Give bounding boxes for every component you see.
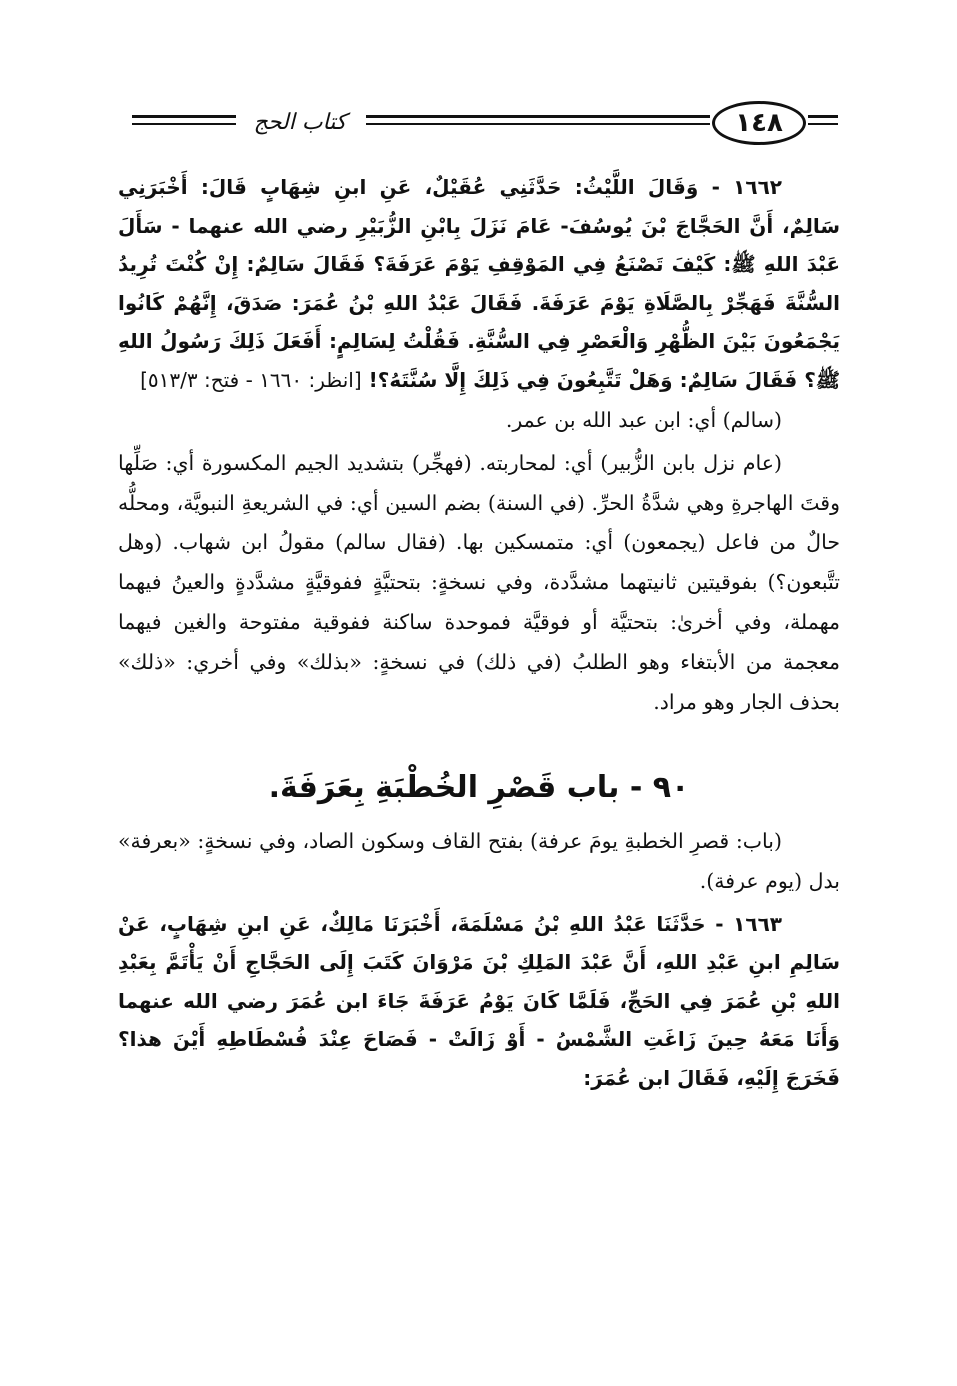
hadith-1663: ١٦٦٣ - حَدَّثَنَا عَبْدُ اللهِ بْنُ مَسْلَمَةَ، أَخْبَرَنَا مَالِكٌ، عَنِ ابنِ شِهَابٍ، عَنْ سَالِمِ ابنِ عَبْدِ اللهِ، أَنَّ عَبْدَ المَلِكِ بْنَ مَرْوَانَ كَتَبَ إِلَى الحَجَّاجِ أَنْ يَأْتَمَّ بِعَبْدِ اللهِ بْنِ عُمَرَ فِي الحَجِّ، فَلَمَّا كَانَ يَوْمُ عَرَفَةَ جَاءَ ابن عُمَرَ رضي الله عنهما وَأَنَا مَعَهُ حِينَ زَاغَتِ الشَّمْسُ - أَوْ زَالَتْ - فَصَاحَ عِنْدَ فُسْطَاطِهِ أَيْنَ هذا؟ فَخَرَجَ إِلَيْهِ، فَقَالَ ابن عُمَرَ: [118,911,840,1090]
page-body [118,168,840,1097]
header-rule-right-top [808,115,838,118]
hadith-1662 [118,168,840,399]
running-header-title: كتاب الحج [253,109,347,135]
header-rule-middle-bottom [366,123,710,125]
header-rule-left-top [132,115,236,118]
chapter-heading: ٩٠ - باب قَصْرِ الخُطْبَةِ بِعَرَفَةَ. [268,770,690,806]
commentary-paragraph: (عام نزل بابن الزُّبير) أي: لمحاربته. (فهجِّر) بتشديد الجيم المكسورة أي: صَلِّها وقتَ الهاجرةِ وهي شدَّةُ الحرِّ. (في السنة) بضم السين أي: في الشريعةِ النبويَّة، ومحلُّه حالٌ من فاعل (يجمعون) أي: متمسكين بها. (فقال سالم) مقولُ ابن شهاب. (وهل تتَّبعون؟) بفوقيتين ثانيتهما مشدَّدة، وفي نسخةٍ: بتحتيَّةٍ ففوقيَّةٍ مشدَّدةٍ والعينُ فيهما مهملة، وفي أخرىٰ: بتحتيَّة أو فوقيَّة فموحدة ساكنة ففوقية مفتوحة والغين فيهما معجمة من الأبتغاء وهو الطلبُ (في ذلك) في نسخةٍ: «بذلك» وفي أخري: «ذلك» بحذف الجار وهو مراد. [118,450,840,714]
page-number: ١٤٨ [712,101,806,145]
commentary-paragraph: (سالم) أي: ابن عبد الله بن عمر. [505,408,782,432]
hadith-1662-text: ١٦٦٢ - وَقَالَ اللَّيْثُ: حَدَّثَنِي عُقَيْلٌ، عَنِ ابنِ شِهَابٍ قَالَ: أَخْبَرَنِي سَالِمٌ، أَنَّ الحَجَّاجَ بْنَ يُوسُفَ- عَامَ نَزَلَ بِابْنِ الزُّبَيْرِ رضي الله عنهما - سَأَلَ عَبْدَ اللهِ ﷺ: كَيْفَ تَصْنَعُ فِي المَوْقِفِ يَوْمَ عَرَفَةَ؟ فَقَالَ سَالِمٌ: إِنْ كُنْتَ تُرِيدُ السُّنَّةَ فَهَجِّرْ بِالصَّلَاةِ يَوْمَ عَرَفَةَ. فَقَالَ عَبْدُ اللهِ بْنُ عُمَرَ: صَدَقَ، إِنَّهُمْ كَانُوا يَجْمَعُونَ بَيْنَ الظُّهْرِ وَالْعَصْرِ فِي السُّنَّةِ. فَقُلْتُ لِسَالِمٍ: أَفَعَلَ ذَلِكَ رَسُولُ اللهِ ﷺ؟ فَقَالَ سَالِمٌ: وَهَلْ تَتَّبِعُونَ فِي ذَلِكَ إِلَّا سُنَّتَهُ؟! [118,175,840,392]
chapter-commentary: (باب: قصرِ الخطبةِ يومَ عرفة) بفتح القاف وسكون الصاد، وفي نسخةٍ: «بعرفة» بدل (يوم عرفة). [118,829,840,894]
header-rule-middle-top [366,115,710,118]
hadith-1662-reference: [انظر: ١٦٦٠ - فتح: ٥١٣/٣] [140,367,362,392]
header-rule-right-bottom [808,123,838,125]
header-rule-left-bottom [132,123,236,125]
